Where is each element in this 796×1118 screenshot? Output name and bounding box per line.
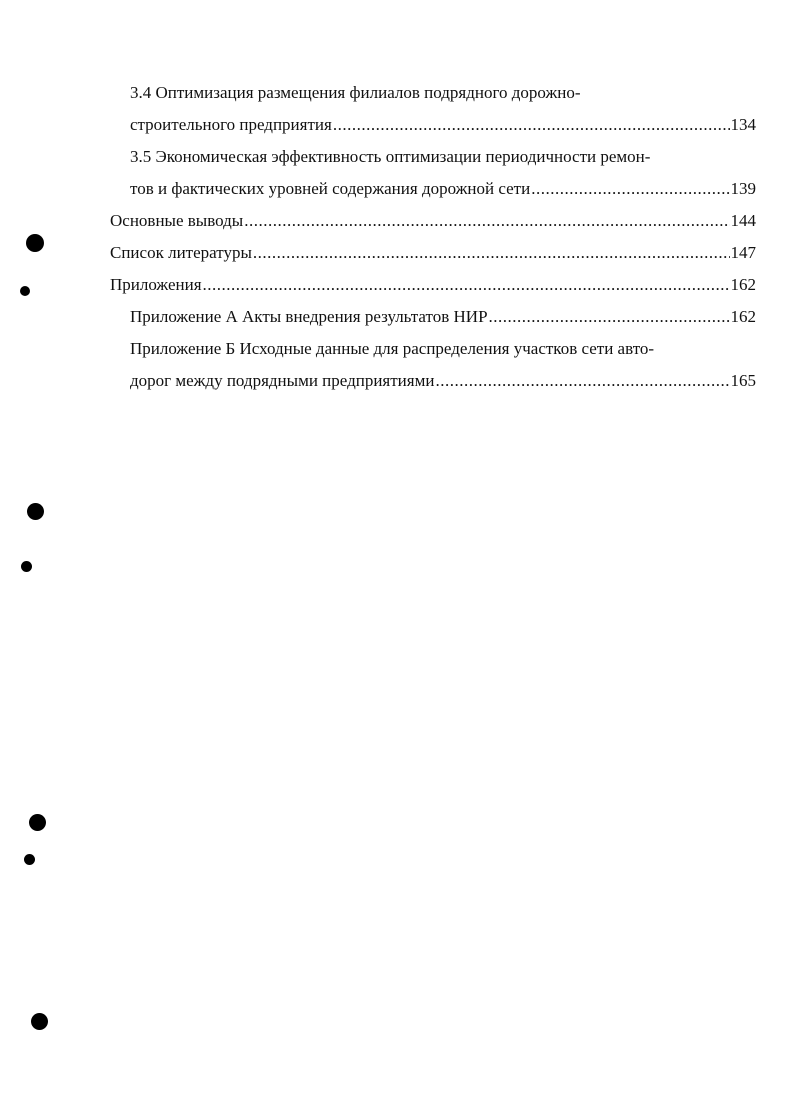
toc-entry-conclusions: [110, 211, 756, 231]
toc-entry-3-5: [130, 179, 756, 199]
toc-entry-text: Основные выводы: [110, 211, 244, 230]
page-number: 139: [730, 179, 756, 198]
page-number: 165: [730, 371, 756, 390]
leader-dots: [244, 211, 729, 231]
toc-entry-3-4-line1: [130, 83, 581, 103]
toc-entry-text: тов и фактических уровней содержания дорожной сети: [130, 179, 531, 198]
toc-entry-text: 3.4 Оптимизация размещения филиалов подрядного дорожно-: [130, 83, 581, 102]
toc-entry-text: Приложения: [110, 275, 202, 294]
toc-entry-text: Список литературы: [110, 243, 252, 262]
leader-dots: [489, 307, 730, 327]
toc-entry-appendix-a: [130, 307, 756, 327]
leader-dots: [253, 243, 730, 263]
page-number: 134: [730, 115, 756, 134]
toc-entry-references: [110, 243, 756, 263]
page-number: 144: [730, 211, 756, 230]
punch-hole-mark: [31, 1013, 48, 1030]
toc-entry-appendices: [110, 275, 756, 295]
toc-entry-text: Приложение Б Исходные данные для распределения участков сети авто-: [130, 339, 655, 358]
punch-hole-mark: [29, 814, 46, 831]
toc-entry-text: 3.5 Экономическая эффективность оптимизации периодичности ремон-: [130, 147, 651, 166]
toc-entry-appendix-b-line1: [130, 339, 654, 359]
toc-entry-3-4: [130, 115, 756, 135]
punch-hole-mark: [21, 561, 32, 572]
toc-entry-appendix-b: [130, 371, 756, 391]
toc-entry-text: дорог между подрядными предприятиями: [130, 371, 435, 390]
leader-dots: [333, 115, 730, 135]
toc-entry-text: строительного предприятия: [130, 115, 332, 134]
page-number: 162: [730, 275, 756, 294]
toc-entry-text: Приложение А Акты внедрения результатов НИР: [130, 307, 488, 326]
leader-dots: [435, 371, 729, 391]
leader-dots: [531, 179, 729, 199]
punch-hole-mark: [27, 503, 44, 520]
punch-hole-mark: [20, 286, 30, 296]
page-number: 147: [730, 243, 756, 262]
punch-hole-mark: [24, 854, 35, 865]
page-number: 162: [730, 307, 756, 326]
leader-dots: [203, 275, 730, 295]
toc-entry-3-5-line1: [130, 147, 650, 167]
punch-hole-mark: [26, 234, 44, 252]
